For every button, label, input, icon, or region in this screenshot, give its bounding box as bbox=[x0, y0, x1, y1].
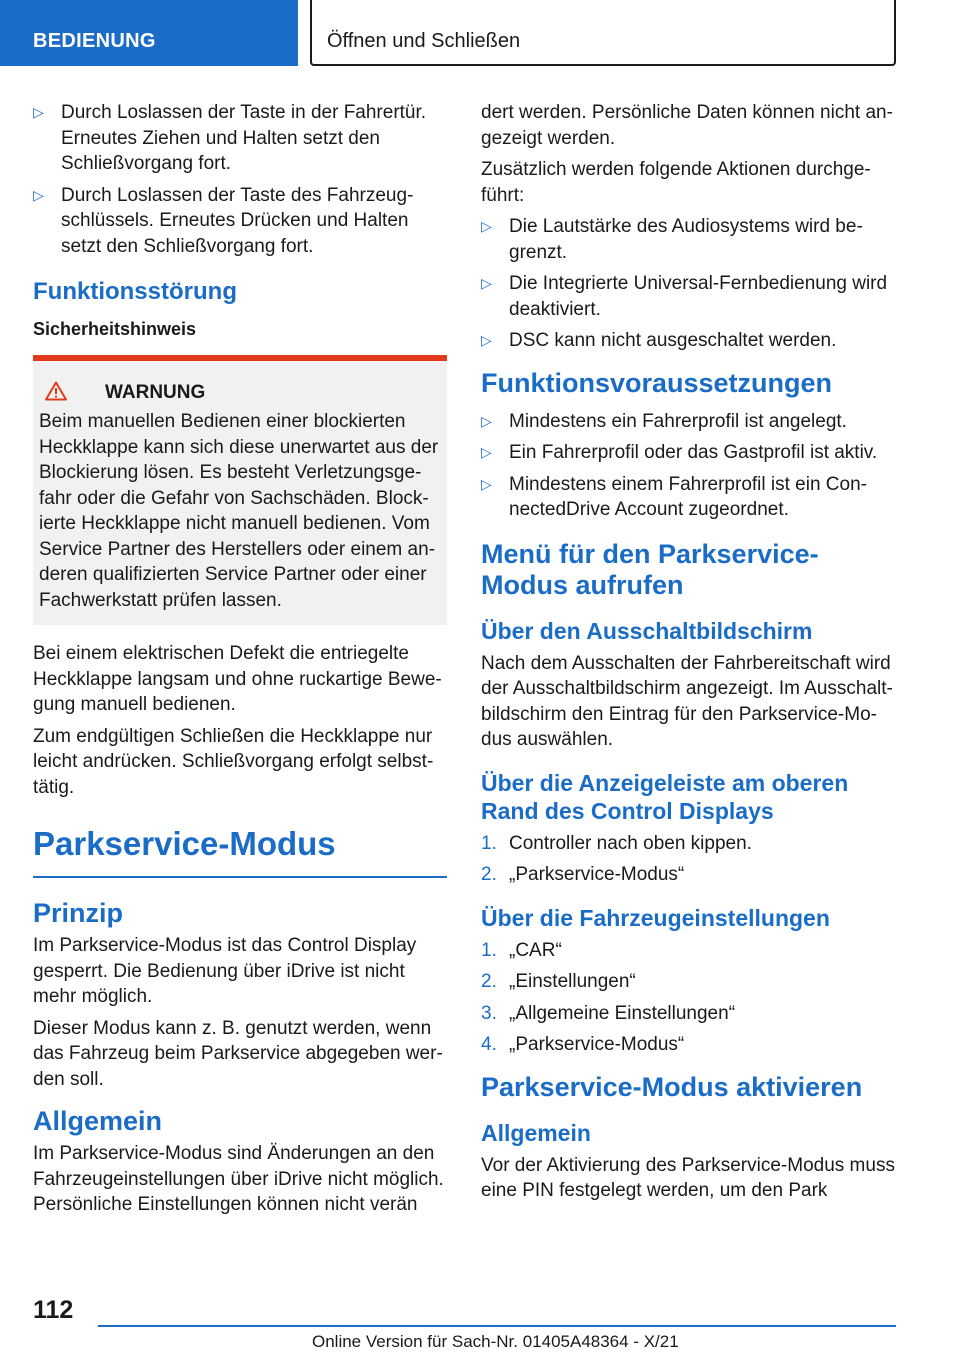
heading-parkservice: Parkservice-Modus bbox=[33, 824, 447, 878]
list-item: 3. „Allgemeine Einstellungen“ bbox=[481, 1002, 736, 1024]
warning-box bbox=[33, 355, 447, 625]
list-item: ▷ Die Lautstärke des Audiosystems wird begrenzt. bbox=[481, 216, 863, 263]
triangle-bullet-icon: ▷ bbox=[481, 412, 492, 429]
page-number: 112 bbox=[33, 1296, 74, 1324]
list-item: ▷ Mindestens ein Fahrerprofil ist angelegt. bbox=[481, 409, 896, 435]
right-column bbox=[481, 100, 896, 1210]
triangle-bullet-icon: ▷ bbox=[481, 444, 492, 460]
footer-text: Online Version für Sach-Nr. 01405A48364 - X/21 bbox=[312, 1332, 679, 1351]
heading-vehicle-settings: Über die Fahrzeugeinstellungen bbox=[481, 904, 830, 931]
triangle-bullet-icon: ▷ bbox=[481, 332, 492, 348]
warning-triangle-icon bbox=[45, 381, 67, 401]
list-item: 2. „Parkservice-Modus“ bbox=[481, 864, 685, 885]
triangle-bullet-icon: ▷ bbox=[33, 186, 44, 203]
paragraph-principle-1: Im Parkservice-Modus ist das Control Display gesperrt. Die Bedienung über iDrive ist nicht mehr möglich. bbox=[33, 935, 417, 1007]
heading-display-bar: Über die Anzeigeleiste am oberen Rand des Control Displays bbox=[481, 769, 849, 824]
list-item: ▷ DSC kann nicht ausgeschaltet werden. bbox=[481, 328, 896, 354]
paragraph-general-2: Vor der Aktivierung des Parkservice-Modus muss eine PIN festgelegt werden, um den Park bbox=[481, 1154, 895, 1201]
triangle-bullet-icon: ▷ bbox=[481, 275, 492, 291]
heading-menu: Menü für den Parkservice-Modus aufrufen bbox=[481, 538, 819, 600]
list-item: 1. „CAR“ bbox=[481, 939, 562, 961]
warning-text: Beim manuellen Bedienen einer blockierten Heckklappe kann sich diese unerwartet aus der Blockierung lösen. Es besteht Verletzungsgefahr oder die Gefahr von Sachschäden. Blockierte Heckklappe nicht manuell bedienen. Vom Service Partner des Herstellers oder einem anderen qualifizierten Service Partner oder einer Fachwerkstatt prüfen lassen. bbox=[39, 411, 439, 611]
list-item: ▷ Ein Fahrerprofil oder das Gastprofil ist aktiv. bbox=[481, 440, 896, 466]
list-item: ▷ Durch Loslassen der Taste des Fahrzeugschlüssels. Erneutes Drücken und Halten setzt den Schließvorgang fort. bbox=[33, 184, 414, 257]
heading-principle: Prinzip bbox=[33, 898, 124, 928]
paragraph-actions: Zusätzlich werden folgende Aktionen durchgeführt: bbox=[481, 159, 871, 206]
heading-general-2: Allgemein bbox=[481, 1119, 591, 1146]
heading-fault: Funktionsstörung bbox=[33, 278, 237, 305]
steps-vehicle-settings bbox=[481, 938, 896, 1058]
chapter-title: Öffnen und Schließen bbox=[327, 30, 521, 52]
paragraph-defect: Bei einem elektrischen Defekt die entriegelte Heckklappe langsam und ohne ruckartige Bewegung manuell bedienen. bbox=[33, 643, 442, 715]
paragraph-principle-2: Dieser Modus kann z. B. genutzt werden, wenn das Fahrzeug beim Parkservice abgegeben werden soll. bbox=[33, 1017, 443, 1090]
triangle-bullet-icon: ▷ bbox=[33, 104, 44, 120]
left-column bbox=[33, 100, 447, 1224]
triangle-bullet-icon: ▷ bbox=[481, 218, 492, 234]
heading-safety: Sicherheitshinweis bbox=[33, 319, 197, 339]
paragraph-close: Zum endgültigen Schließen die Heckklappe nur leicht andrücken. Schließvorgang erfolgt selbsttätig. bbox=[33, 725, 434, 798]
bullet-list-actions bbox=[481, 214, 896, 354]
heading-activate: Parkservice-Modus aktivieren bbox=[481, 1071, 863, 1102]
paragraph-continued: dert werden. Persönliche Daten können nicht angezeigt werden. bbox=[481, 102, 893, 149]
heading-shutdown-screen: Über den Ausschaltbildschirm bbox=[481, 617, 813, 644]
list-item: 1. Controller nach oben kippen. bbox=[481, 832, 752, 854]
list-item: ▷ Die Integrierte Universal-Fernbedienung wird deaktiviert. bbox=[481, 273, 888, 320]
paragraph-shutdown: Nach dem Ausschalten der Fahrbereitschaft wird der Ausschaltbildschirm angezeigt. Im Ausschaltbildschirm den Eintrag für den Parkservice-Modus auswählen. bbox=[481, 652, 893, 750]
section-tab bbox=[0, 0, 298, 66]
steps-display-bar bbox=[481, 831, 896, 888]
paragraph-general: Im Parkservice-Modus sind Änderungen an den Fahrzeugeinstellungen über iDrive nicht möglich. Persönliche Einstellungen können nicht verän bbox=[33, 1143, 444, 1215]
footer-divider bbox=[98, 1325, 896, 1327]
list-item: ▷ Durch Loslassen der Taste in der Fahrertür. Erneutes Ziehen und Halten setzt den Schließvorgang fort. bbox=[33, 102, 427, 174]
warning-title: WARNUNG bbox=[39, 381, 439, 405]
section-title: BEDIENUNG bbox=[33, 30, 156, 52]
list-item: 2. „Einstellungen“ bbox=[481, 971, 636, 992]
bullet-list-release bbox=[33, 100, 447, 259]
chapter-tab bbox=[310, 0, 896, 66]
list-item: 4. „Parkservice-Modus“ bbox=[481, 1034, 685, 1055]
triangle-bullet-icon: ▷ bbox=[481, 475, 492, 492]
list-item: ▷ Mindestens einem Fahrerprofil ist ein ConnectedDrive Account zugeordnet. bbox=[481, 473, 867, 520]
heading-general: Allgemein bbox=[33, 1106, 163, 1136]
heading-requirements: Funktionsvoraussetzungen bbox=[481, 367, 833, 398]
bullet-list-requirements bbox=[481, 409, 896, 523]
